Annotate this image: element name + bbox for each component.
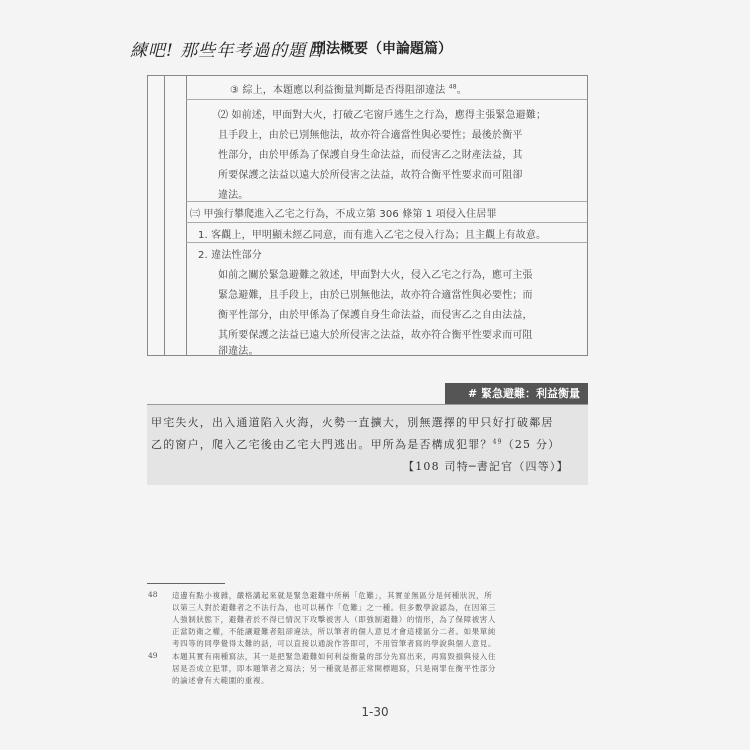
table-column-divider: [164, 76, 165, 355]
footnote-ref-48: 48: [448, 83, 457, 91]
answer-line: 2. 違法性部分: [198, 250, 262, 261]
header-handwriting: 練吧! 那些年考過的題目: [130, 41, 325, 61]
answer-line: 衡平性部分，由於甲係為了保護自身生命法益，而侵害乙之自由法益，: [218, 310, 533, 321]
footnote-line: 人強制狀態下，避難者於不得已情況下攻擊被害人（即強制避難）的情形，為了保障被害人: [172, 615, 496, 624]
header-title: 刑法概要（申論題篇）: [312, 41, 452, 57]
question-line-1: 甲宅失火，出入通道陷入火海，火勢一直擴大，別無選擇的甲只好打破鄰居: [151, 416, 554, 429]
answer-table: [147, 75, 588, 356]
footnote-number: 48: [148, 590, 158, 599]
question-line-2: 乙的窗户，爬入乙宅後由乙宅大門逃出。甲所為是否構成犯罪？$^{49}$（25 分）: [151, 438, 561, 451]
row-separator: [186, 99, 587, 100]
footnote-line: 考四等的同學覺得太難的話，可以直接以通說作答即可，不用管筆者寫的學說與個人意見。: [172, 639, 496, 648]
answer-line: 卻違法。: [218, 346, 259, 357]
footnote-line: 這邊有點小複雜，嚴格講起來就是緊急避難中所稱「危難」，其實並無區分是何種狀況，所: [172, 591, 493, 600]
answer-line: 其所要保護之法益已遠大於所侵害之法益，故亦符合衡平性要求而可阻: [218, 330, 533, 341]
footnote-number: 49: [148, 651, 158, 660]
footnote-line: 以第三人對於避難者之不法行為，也可以稱作「危難」之一種。但多數學說認為，在因第三: [172, 603, 496, 612]
answer-line: 且手段上，由於已別無他法，故亦符合適當性與必要性；最後於衡平: [218, 130, 523, 141]
answer-line: 緊急避難，且手段上，由於已別無他法，故亦符合適當性與必要性；而: [218, 290, 533, 301]
answer-line: 1. 客觀上，甲明顯未經乙同意，而有進入乙宅之侵入行為；且主觀上有故意。: [198, 230, 547, 241]
question-box: [147, 405, 588, 485]
answer-line: ⑵ 如前述，甲面對大火，打破乙宅窗戶逃生之行為，應得主張緊急避難；: [218, 110, 547, 121]
answer-line: 性部分，由於甲係為了保護自身生命法益，而侵害乙之財產法益，其: [218, 150, 523, 161]
footnote-line: 本題其實有兩種寫法，其一是把緊急避難如何利益衡量的部分先寫出來，再寫毀損與侵入住: [172, 652, 496, 661]
footnote-line: 的論述會有大範圍的重複。: [172, 676, 270, 685]
question-source: 【108 司特─書記官（四等）】: [403, 460, 569, 473]
table-column-divider: [186, 76, 187, 355]
footnote-ref-49: 49: [492, 438, 503, 446]
answer-line: 如前之關於緊急避難之敘述，甲面對大火，侵入乙宅之行為，應可主張: [218, 270, 533, 281]
answer-line: ㈢ 甲強行攀爬進入乙宅之行為，不成立第 306 條第 1 項侵入住居罪: [190, 209, 497, 220]
row-separator: [186, 242, 587, 243]
footnote-line: 居是否成立犯罪，即本題筆者之寫法；另一種就是都正常開標題寫，只是兩罪在衡平性部分: [172, 664, 496, 673]
footnote-line: 正當防衛之權，不能讓避難者阻卻違法，所以筆者的個人意見才會這樣區分二者。如果單純: [172, 627, 496, 636]
page-number: 1-30: [361, 705, 389, 719]
row-separator: [186, 201, 587, 202]
answer-line: 所要保護之法益以遠大於所侵害之法益，故符合衡平性要求而可阻卻: [218, 170, 523, 181]
answer-line: ③ 綜上，本題應以利益衡量判斷是否得阻卻違法 $^{48}$。: [230, 83, 467, 96]
footnote-rule: [147, 583, 225, 584]
row-separator: [186, 222, 587, 223]
topic-tag: # 緊急避難：利益衡量: [445, 383, 588, 405]
answer-line: 違法。: [218, 190, 249, 201]
